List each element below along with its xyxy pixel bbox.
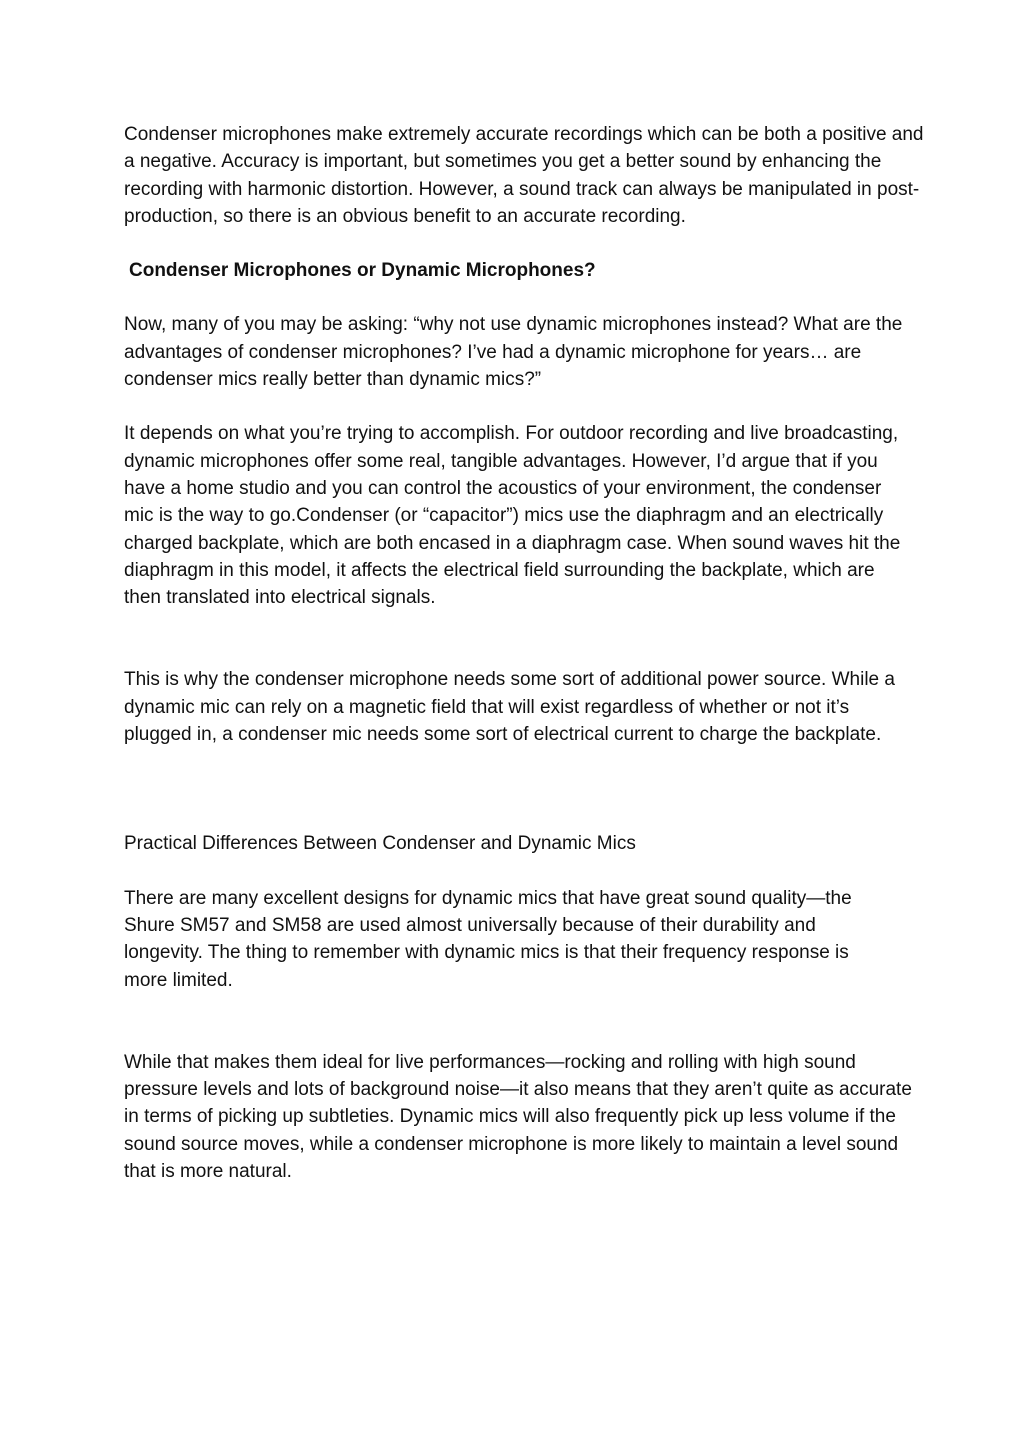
document-page bbox=[124, 121, 924, 1185]
body-paragraph: Now, many of you may be asking: “why not use dynamic microphones instead? What are the advantages of condenser microphones? I’ve had a dynamic microphone for years… are condenser mics really better than dynamic mics?” bbox=[124, 314, 903, 391]
body-paragraph: Condenser microphones make extremely accurate recordings which can be both a positive and a negative. Accuracy is important, but sometimes you get a better sound by enhancing the recording with harmonic distortion. However, a sound track can always be manipulated in post-production, so there is an obvious benefit to an accurate recording. bbox=[124, 124, 924, 227]
section-heading: Condenser Microphones or Dynamic Microphones? bbox=[129, 260, 596, 282]
body-paragraph: While that makes them ideal for live performances—rocking and rolling with high sound pressure levels and lots of background noise—it also means that they aren’t quite as accurate in terms of picking up subtleties. Dynamic mics will also frequently pick up less volume if the sound source moves, while a condenser microphone is more likely to maintain a level sound that is more natural. bbox=[124, 1051, 912, 1183]
section-subheading: Practical Differences Between Condenser and Dynamic Mics bbox=[124, 833, 636, 855]
body-paragraph: This is why the condenser microphone needs some sort of additional power source. While a dynamic mic can rely on a magnetic field that will exist regardless of whether or not it’s plugged in, a condenser mic needs some sort of electrical current to charge the backplate. bbox=[124, 669, 895, 746]
body-paragraph: There are many excellent designs for dynamic mics that have great sound quality—the Shure SM57 and SM58 are used almost universally because of their durability and longevity. The thing to remember with dynamic mics is that their frequency response is more limited. bbox=[124, 887, 852, 991]
body-paragraph: It depends on what you’re trying to accomplish. For outdoor recording and live broadcasting, dynamic microphones offer some real, tangible advantages. However, I’d argue that if you have a home studio and you can control the acoustics of your environment, the condenser mic is the way to go.Condenser (or “capacitor”) mics use the diaphragm and an electrically charged backplate, which are both encased in a diaphragm case. When sound waves hit the diaphragm in this model, it affects the electrical field surrounding the backplate, which are then translated into electrical signals. bbox=[124, 423, 901, 609]
